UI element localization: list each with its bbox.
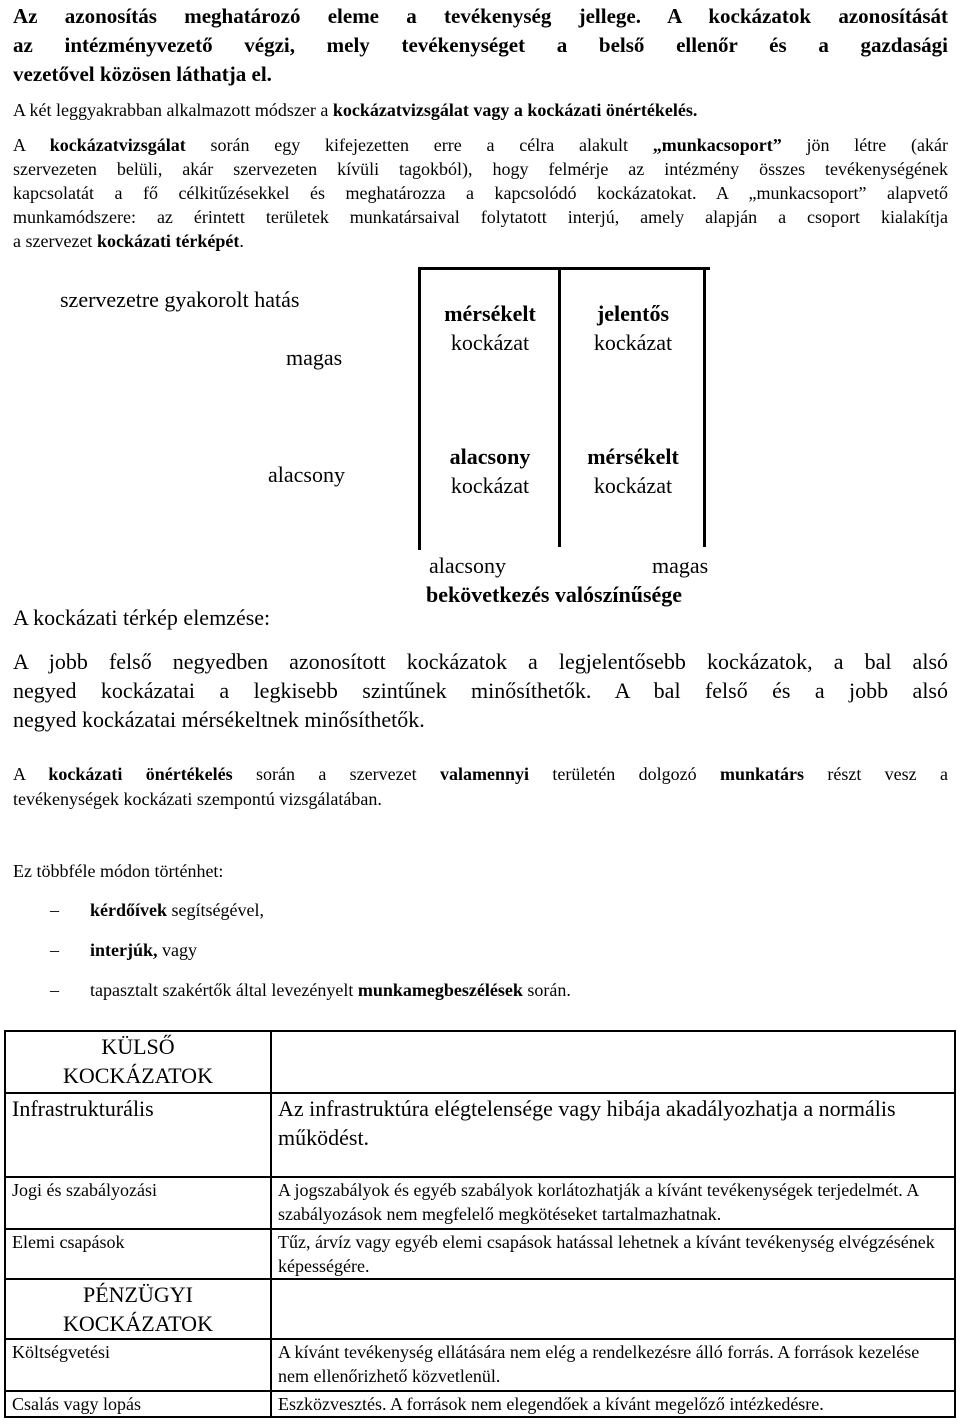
- table-cell-name: Elemi csapások: [5, 1229, 271, 1279]
- intro-line: az intézményvezető végzi, mely tevékenységet a belső ellenőr és a gazdasági: [13, 33, 948, 57]
- ways-intro: Ez többféle módon történhet:: [13, 861, 224, 881]
- table-header-financial: PÉNZÜGYI KOCKÁZATOK: [5, 1279, 271, 1339]
- survey-paragraph: [13, 133, 948, 253]
- risk-map-x-high: magas: [652, 553, 709, 578]
- methods-bold: kockázatvizsgálat vagy a kockázati önértékelés.: [332, 100, 698, 120]
- risk-map-caption: A kockázati térkép elemzése:: [13, 605, 271, 630]
- table-row: [5, 1031, 955, 1093]
- survey-line: szervezeten belüli, akár szervezeten kívüli tagokból), hogy felmérje az intézmény összes tevékenységének: [13, 159, 948, 179]
- risk-map-x-title: bekövetkezés valószínűsége: [426, 582, 683, 607]
- self-assessment-paragraph: [13, 762, 948, 812]
- self-assessment-line: tevékenységek kockázati szempontú vizsgálatában.: [13, 789, 382, 809]
- analysis-line: negyed kockázatai mérsékeltnek minősíthetők.: [13, 707, 425, 732]
- table-row: [5, 1177, 955, 1229]
- risk-map-x-low: alacsony: [429, 553, 506, 578]
- risk-cell-significant: jelentős kockázat: [593, 301, 673, 355]
- table-cell-desc: Tűz, árvíz vagy egyéb elemi csapások hatással lehetnek a kívánt tevékenység elvégzésének képességére.: [271, 1229, 955, 1279]
- table-cell-desc: A jogszabályok és egyéb szabályok korlátozhatják a kívánt tevékenységek terjedelmét. A szabályozások nem megfelelő megkötéseket tartalmazhatnak.: [271, 1177, 955, 1229]
- risk-cell-moderate-high: mérsékelt kockázat: [444, 301, 536, 355]
- analysis-paragraph: [13, 647, 948, 734]
- intro-line: Az azonosítás meghatározó eleme a tevékenység jellege. A kockázatok azonosítását: [13, 4, 948, 28]
- risk-map-y-low: alacsony: [268, 462, 345, 487]
- risk-cell-low: alacsony kockázat: [449, 444, 531, 498]
- table-row: [5, 1391, 955, 1417]
- table-row: [5, 1093, 955, 1177]
- table-cell-name: Költségvetési: [5, 1339, 271, 1391]
- table-cell-desc: Az infrastruktúra elégtelensége vagy hibája akadályozhatja a normális működést.: [271, 1093, 955, 1177]
- list-item: – tapasztalt szakértők által levezényelt munkamegbeszélések során.: [50, 980, 571, 1000]
- list-item: – interjúk, vagy: [50, 940, 197, 960]
- table-cell-empty: [271, 1279, 955, 1339]
- methods-paragraph: [13, 98, 948, 122]
- risk-table: [4, 1030, 956, 1418]
- table-cell-name: Infrastrukturális: [5, 1093, 271, 1177]
- table-cell-empty: [271, 1031, 955, 1093]
- risk-map-border: [703, 267, 706, 547]
- table-row: [5, 1279, 955, 1339]
- table-cell-name: Jogi és szabályozási: [5, 1177, 271, 1229]
- risk-map-y-high: magas: [286, 345, 343, 370]
- risk-map-y-title: szervezetre gyakorolt hatás: [60, 287, 300, 312]
- list-item: – kérdőívek segítségével,: [50, 900, 264, 920]
- survey-line: a szervezet kockázati térképét.: [13, 231, 244, 251]
- risk-cell-moderate-low: mérsékelt kockázat: [587, 444, 679, 498]
- analysis-line: negyed kockázatai a legkisebb szintűnek minősíthetők. A bal felső és a jobb alsó: [13, 678, 948, 703]
- intro-paragraph: [13, 2, 948, 89]
- survey-line: kapcsolatát a fő célkitűzésekkel és meghatározza a kapcsolódó kockázatokat. A „munkacsoport” alapvető: [13, 183, 948, 203]
- table-cell-desc: A kívánt tevékenység ellátására nem elég a rendelkezésre álló forrás. A források kezelése nem ellenőrizhető közvetlenül.: [271, 1339, 955, 1391]
- analysis-line: A jobb felső negyedben azonosított kockázatok a legjelentősebb kockázatok, a bal alsó: [13, 649, 948, 674]
- self-assessment-line: A kockázati önértékelés során a szervezet valamennyi területén dolgozó munkatárs részt vesz a: [13, 764, 948, 784]
- table-row: [5, 1229, 955, 1279]
- survey-line: A kockázatvizsgálat során egy kifejezetten erre a célra alakult „munkacsoport” jön létre (akár: [13, 135, 948, 155]
- table-row: [5, 1339, 955, 1391]
- table-cell-desc: Eszközvesztés. A források nem elegendőek a kívánt megelőző intézkedésre.: [271, 1391, 955, 1417]
- table-cell-name: Csalás vagy lopás: [5, 1391, 271, 1417]
- methods-text: A két leggyakrabban alkalmazott módszer a: [13, 100, 333, 120]
- survey-line: munkamódszere: az érintett területek munkatársaival folytatott interjú, amely alapján a csoport kialakítja: [13, 207, 948, 227]
- table-header-external: KÜLSŐ KOCKÁZATOK: [5, 1031, 271, 1093]
- intro-line: vezetővel közösen láthatja el.: [13, 62, 272, 86]
